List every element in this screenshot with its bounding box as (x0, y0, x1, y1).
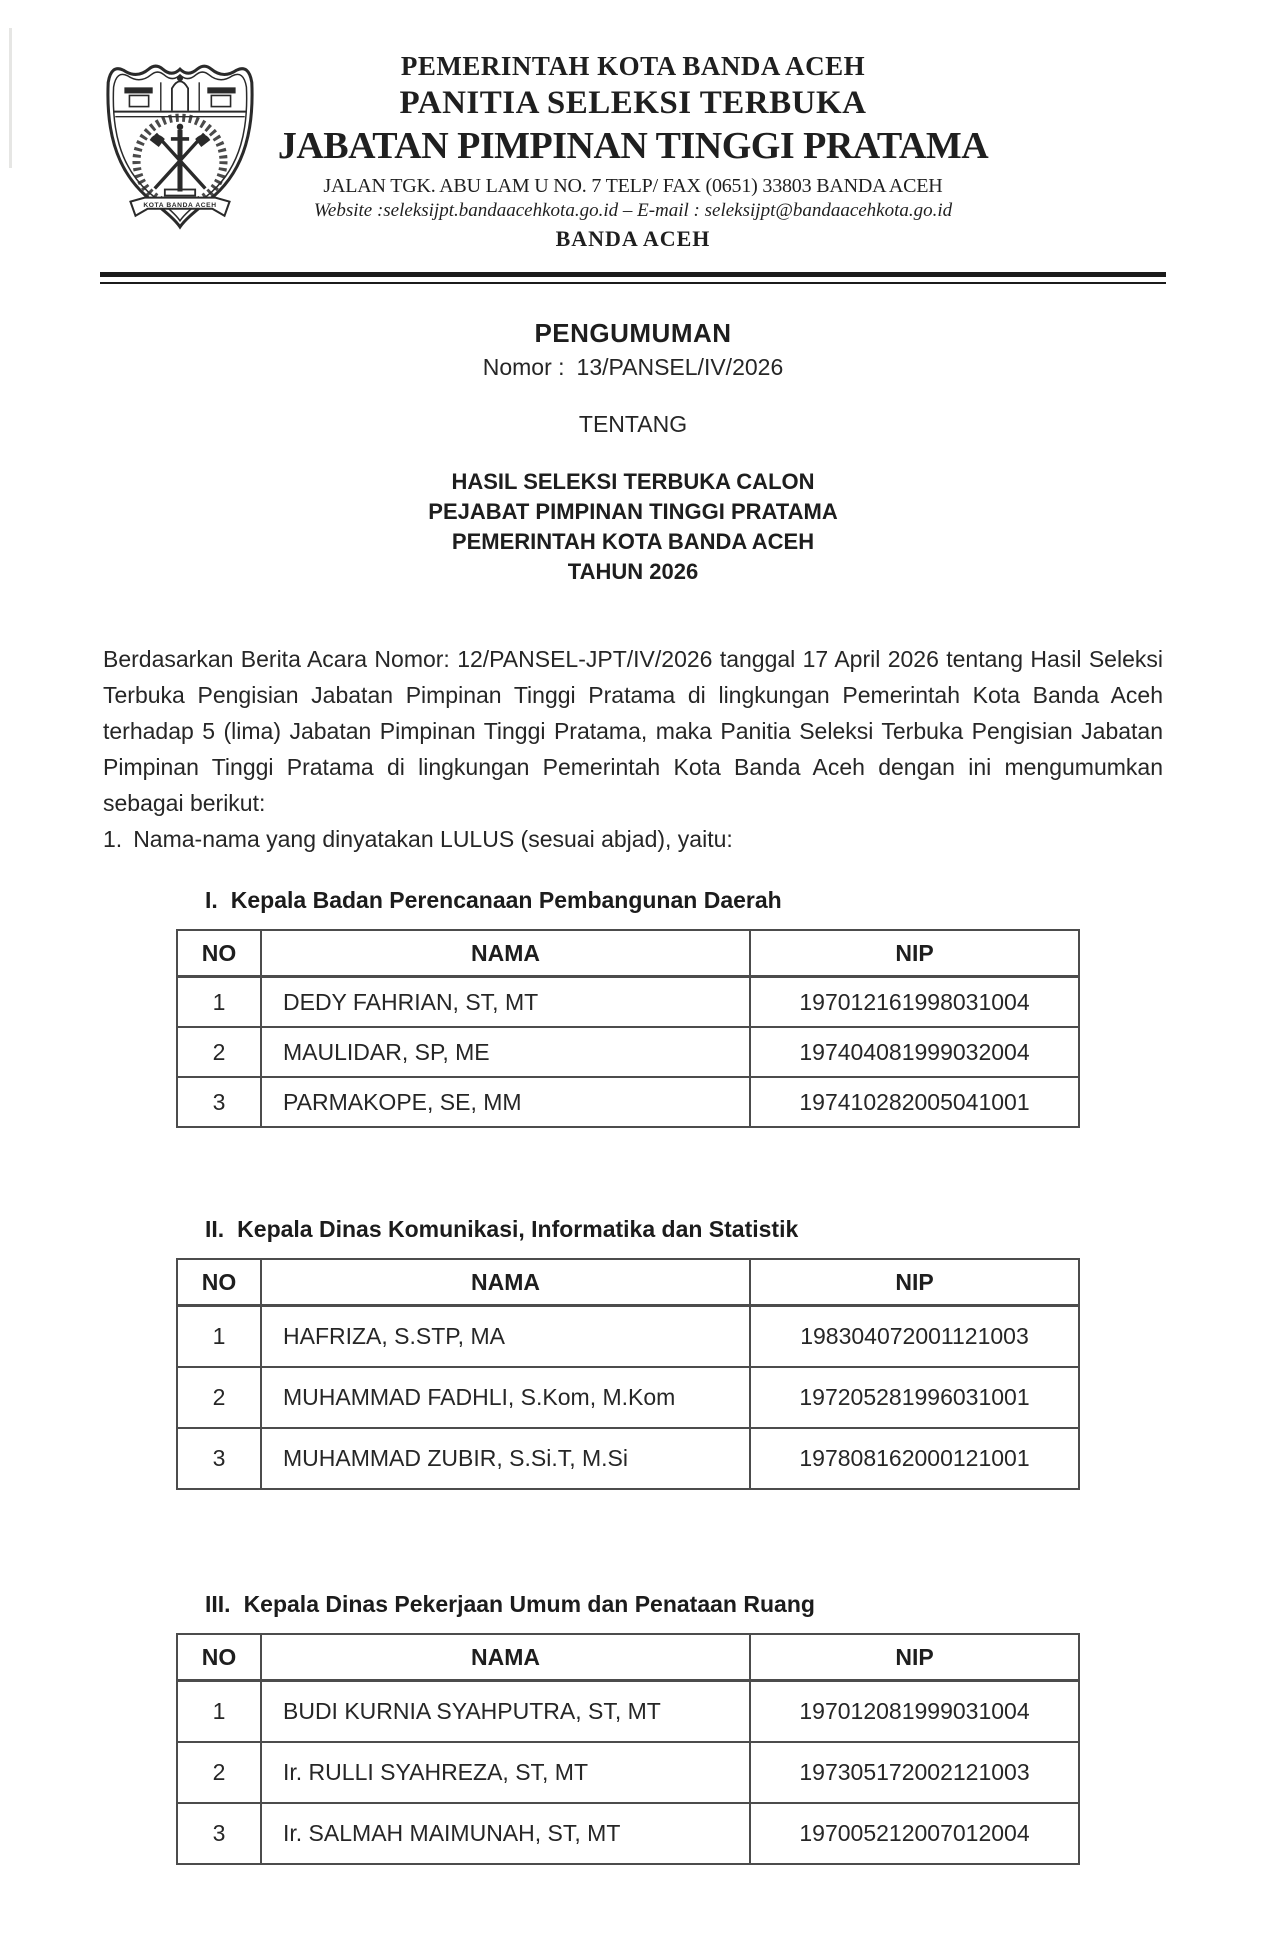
section-heading (103, 1591, 1163, 1618)
table-row (177, 1077, 1079, 1127)
table-row (177, 1742, 1079, 1803)
section-pupr (103, 1591, 1163, 1865)
cell-nama: BUDI KURNIA SYAHPUTRA, ST, MT (261, 1681, 750, 1743)
announcement-subject (103, 467, 1163, 587)
letterhead-address: JALAN TGK. ABU LAM U NO. 7 TELP/ FAX (0651) 33803 BANDA ACEH (323, 174, 943, 197)
cell-nip: 197205281996031001 (750, 1367, 1079, 1428)
col-header-no: NO (177, 930, 261, 977)
section-heading (103, 1216, 1163, 1243)
cell-nama: Ir. SALMAH MAIMUNAH, ST, MT (261, 1803, 750, 1864)
logo-ribbon-text: KOTA BANDA ACEH (143, 202, 217, 210)
col-header-nama: NAMA (261, 1259, 750, 1306)
cell-nama: MUHAMMAD FADHLI, S.Kom, M.Kom (261, 1367, 750, 1428)
about-label: TENTANG (578, 411, 688, 437)
table-row (177, 1367, 1079, 1428)
section-title: Kepala Dinas Pekerjaan Umum dan Penataan Ruang (243, 1591, 815, 1617)
announcement-title: PENGUMUMAN (534, 318, 732, 348)
letterhead-city: BANDA ACEH (555, 225, 711, 251)
list-item-text: Nama-nama yang dinyatakan LULUS (sesuai abjad), yaitu: (133, 826, 733, 852)
cell-no: 3 (177, 1428, 261, 1489)
results-table (176, 1258, 1080, 1490)
table-row (177, 1681, 1079, 1743)
cell-nip: 197404081999032004 (750, 1027, 1079, 1077)
committee-name: PANITIA SELEKSI TERBUKA (399, 85, 867, 122)
table-row (177, 1803, 1079, 1864)
section-title: Kepala Dinas Komunikasi, Informatika dan Statistik (237, 1216, 799, 1242)
list-item-number: 1. (103, 826, 123, 852)
cell-nip: 197808162000121001 (750, 1428, 1079, 1489)
cell-nama: MAULIDAR, SP, ME (261, 1027, 750, 1077)
table-header-row (177, 1634, 1079, 1681)
cell-no: 3 (177, 1803, 261, 1864)
col-header-nip: NIP (750, 1634, 1079, 1681)
results-table (176, 929, 1080, 1128)
section-numeral: I. (205, 887, 218, 913)
announcement-number (103, 354, 1163, 381)
section-heading (103, 887, 1163, 914)
col-header-no: NO (177, 1634, 261, 1681)
cell-nip: 197305172002121003 (750, 1742, 1079, 1803)
cell-nama: HAFRIZA, S.STP, MA (261, 1306, 750, 1368)
cell-nip: 198304072001121003 (750, 1306, 1079, 1368)
table-row (177, 1306, 1079, 1368)
number-label: Nomor : (482, 354, 565, 380)
col-header-nama: NAMA (261, 1634, 750, 1681)
table-row (177, 1027, 1079, 1077)
col-header-nama: NAMA (261, 930, 750, 977)
number-value: 13/PANSEL/IV/2026 (576, 354, 784, 380)
cell-no: 1 (177, 1681, 261, 1743)
subject-line: PEMERINTAH KOTA BANDA ACEH (451, 529, 815, 554)
cell-no: 3 (177, 1077, 261, 1127)
committee-subject: JABATAN PIMPINAN TINGGI PRATAMA (277, 124, 989, 167)
section-title: Kepala Badan Perencanaan Pembangunan Daerah (230, 887, 782, 913)
cell-nip: 197005212007012004 (750, 1803, 1079, 1864)
cell-no: 2 (177, 1027, 261, 1077)
col-header-nip: NIP (750, 930, 1079, 977)
section-bappeda (103, 887, 1163, 1128)
cell-no: 2 (177, 1742, 261, 1803)
cell-nip: 197410282005041001 (750, 1077, 1079, 1127)
section-kominfo (103, 1216, 1163, 1490)
subject-line: PEJABAT PIMPINAN TINGGI PRATAMA (428, 499, 838, 524)
section-numeral: II. (205, 1216, 225, 1242)
cell-nip: 197012081999031004 (750, 1681, 1079, 1743)
subject-line: HASIL SELEKSI TERBUKA CALON (451, 469, 815, 494)
document-body (103, 318, 1163, 1865)
letterhead-divider (100, 272, 1166, 284)
cell-no: 2 (177, 1367, 261, 1428)
letterhead-text (0, 52, 1266, 251)
cell-nama: MUHAMMAD ZUBIR, S.Si.T, M.Si (261, 1428, 750, 1489)
section-numeral: III. (205, 1591, 231, 1617)
intro-paragraph: Berdasarkan Berita Acara Nomor: 12/PANSEL-JPT/IV/2026 tanggal 17 April 2026 tentang Hasil Seleksi Terbuka Pengisian Jabatan Pimpinan Tinggi Pratama di lingkungan Pemerintah Kota Banda Aceh terhadap 5 (lima) Jabatan Pimpinan Tinggi Pratama, maka Panitia Seleksi Terbuka Pengisian Jabatan Pimpinan Tinggi Pratama di lingkungan Pemerintah Kota Banda Aceh dengan ini mengumumkan sebagai berikut: (103, 646, 1163, 816)
col-header-no: NO (177, 1259, 261, 1306)
government-name: PEMERINTAH KOTA BANDA ACEH (400, 51, 866, 81)
cell-nip: 197012161998031004 (750, 977, 1079, 1028)
letterhead (0, 0, 1266, 272)
table-row (177, 1428, 1079, 1489)
cell-no: 1 (177, 1306, 261, 1368)
cell-no: 1 (177, 977, 261, 1028)
results-table (176, 1633, 1080, 1865)
cell-nama: PARMAKOPE, SE, MM (261, 1077, 750, 1127)
list-item-1 (103, 821, 1163, 857)
cell-nama: DEDY FAHRIAN, ST, MT (261, 977, 750, 1028)
cell-nama: Ir. RULLI SYAHREZA, ST, MT (261, 1742, 750, 1803)
table-header-row (177, 1259, 1079, 1306)
col-header-nip: NIP (750, 1259, 1079, 1306)
table-header-row (177, 930, 1079, 977)
letterhead-website: Website :seleksijpt.bandaacehkota.go.id – E-mail : seleksijpt@bandaacehkota.go.id (313, 200, 953, 222)
table-row (177, 977, 1079, 1028)
subject-line: TAHUN 2026 (567, 559, 699, 584)
